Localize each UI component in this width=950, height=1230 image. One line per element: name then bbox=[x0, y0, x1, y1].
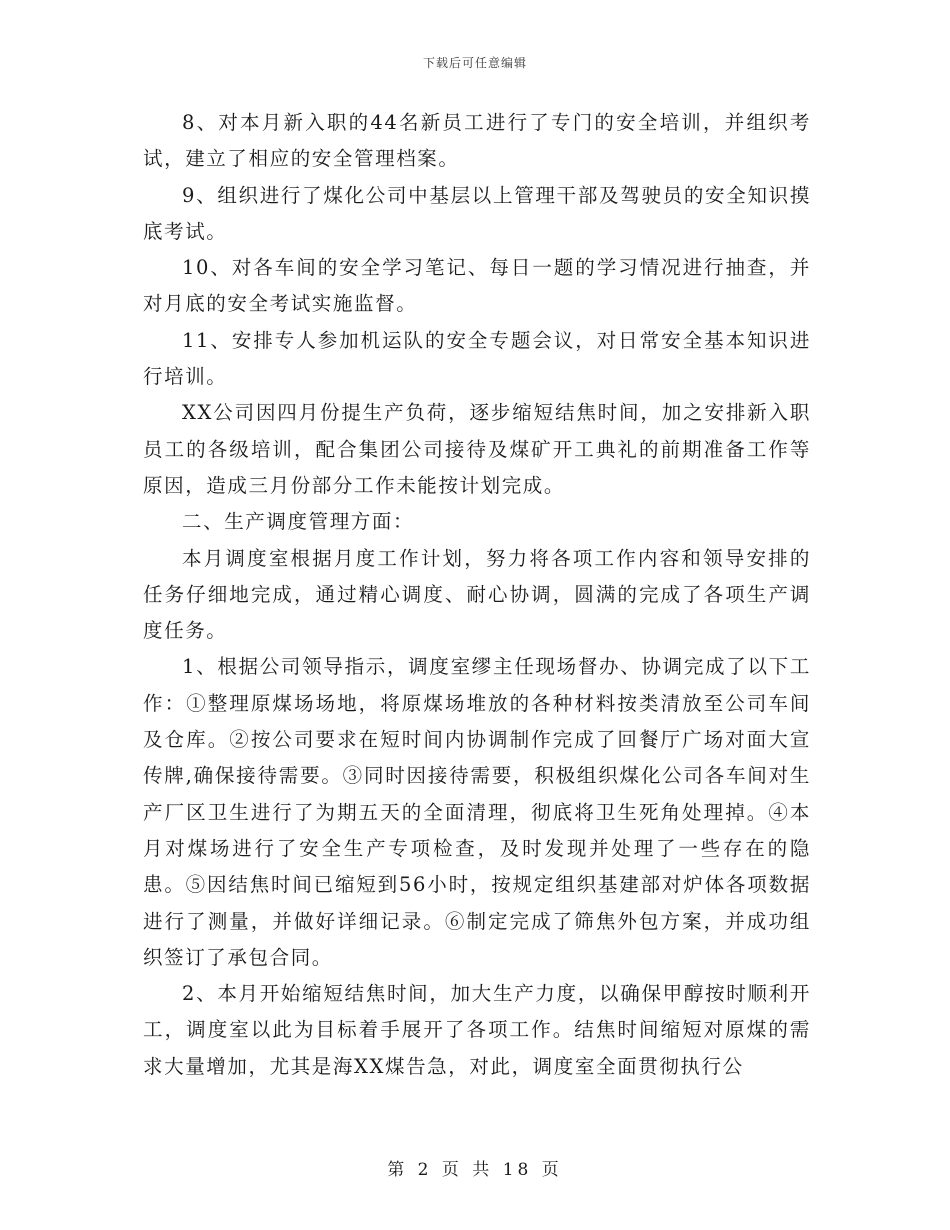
paragraph-summary: XX公司因四月份提生产负荷，逐步缩短结焦时间，加之安排新入职员工的各级培训，配合集团公司接待及煤矿开工典礼的前期准备工作等原因，造成三月份部分工作未能按计划完成。 bbox=[143, 401, 811, 497]
paragraph-section-intro: 本月调度室根据月度工作计划，努力将各项工作内容和领导安排的任务仔细地完成，通过精心调度、耐心协调，圆满的完成了各项生产调度任务。 bbox=[143, 546, 811, 643]
page-number: 第 2 页 共 18 页 bbox=[387, 1160, 563, 1180]
section-heading: 二、生产调度管理方面： bbox=[182, 510, 415, 534]
paragraph-item-1: 1、根据公司领导指示，调度室缪主任现场督办、协调完成了以下工作：①整理原煤场场地，将原煤场堆放的各种材料按类清放至公司车间及仓库。②按公司要求在短时间内协调制作完成了回餐厅广场对面大宣传牌,确保接待需要。③同时因接待需要，积极组织煤化公司各车间对生产厂区卫生进行了为期五天的全面清理，彻底将卫生死角处理掉。④本月对煤场进行了安全生产专项检查，及时发现并处理了一些存在的隐患。⑤因结焦时间已缩短到56小时，按规定组织基建部对炉体各项数据进行了测量，并做好详细记录。⑥制定完成了筛焦外包方案，并成功组织签订了承包合同。 bbox=[143, 655, 811, 969]
document-body bbox=[143, 105, 811, 1085]
paragraph-item-10: 10、对各车间的安全学习笔记、每日一题的学习情况进行抽查，并对月底的安全考试实施监督。 bbox=[143, 256, 811, 316]
paragraph-item-2: 2、本月开始缩短结焦时间，加大生产力度，以确保甲醇按时顺利开工，调度室以此为目标着手展开了各项工作。结焦时间缩短对原煤的需求大量增加，尤其是海XX煤告急，对此，调度室全面贯彻执行公 bbox=[143, 982, 811, 1078]
paragraph-item-8: 8、对本月新入职的44名新员工进行了专门的安全培训，并组织考试，建立了相应的安全管理档案。 bbox=[143, 111, 811, 171]
paragraph-item-9: 9、组织进行了煤化公司中基层以上管理干部及驾驶员的安全知识摸底考试。 bbox=[143, 183, 811, 243]
paragraph-item-11: 11、安排专人参加机运队的安全专题会议，对日常安全基本知识进行培训。 bbox=[143, 328, 811, 389]
header-note: 下载后可任意编辑 bbox=[422, 56, 527, 70]
